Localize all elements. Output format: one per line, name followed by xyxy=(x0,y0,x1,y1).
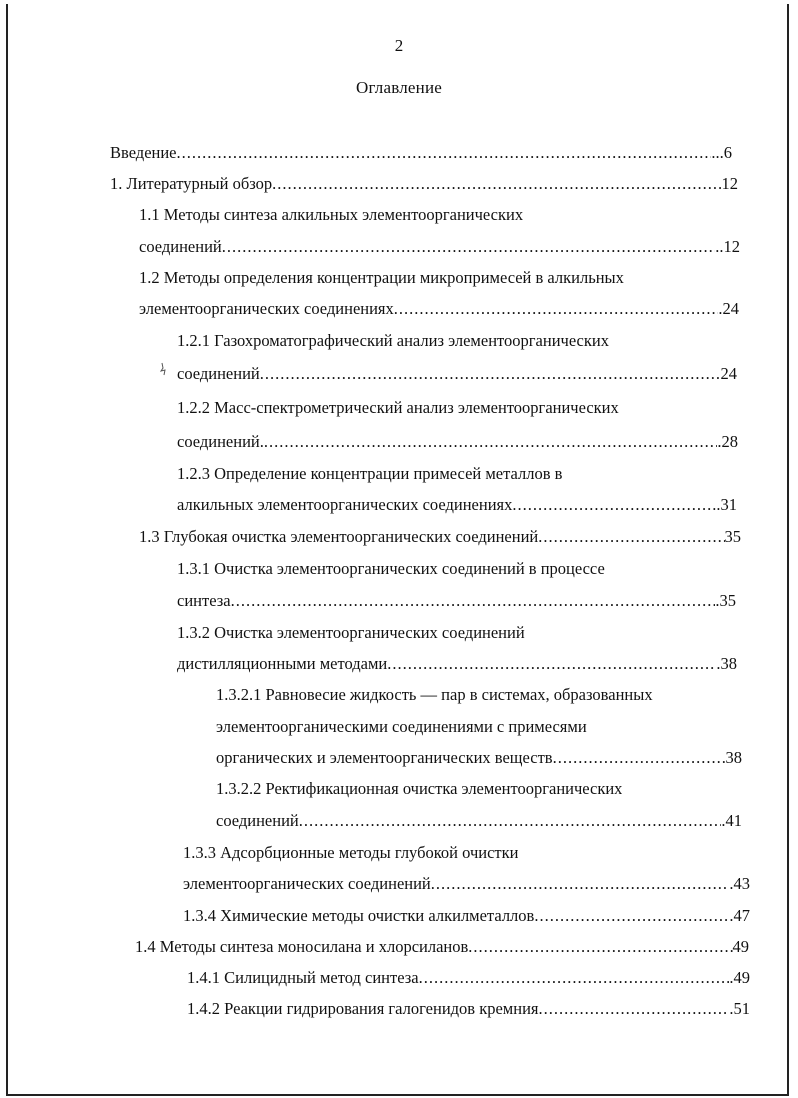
dot-leader xyxy=(394,298,719,320)
toc-entry-label: 1.3.2 Очистка элементоорганических соединений xyxy=(177,623,525,642)
toc-entry-page: .38 xyxy=(716,654,737,673)
dot-leader xyxy=(222,236,716,258)
toc-entry-page: 12 xyxy=(721,174,738,193)
dot-leader xyxy=(538,526,724,548)
toc-entry-label: соединений xyxy=(139,237,222,256)
dot-leader xyxy=(468,936,732,958)
toc-entry xyxy=(139,236,740,258)
page-number: 2 xyxy=(394,36,404,55)
toc-entry-page: .31 xyxy=(716,495,737,514)
dot-leader xyxy=(264,431,718,453)
toc-entry xyxy=(177,463,562,485)
toc-entry xyxy=(183,873,750,895)
page-border-bottom xyxy=(6,1094,789,1096)
page-border-left xyxy=(6,4,8,1096)
dot-leader xyxy=(272,173,721,195)
toc-entry xyxy=(177,590,736,612)
toc-entry xyxy=(135,936,749,958)
toc-entry xyxy=(187,998,750,1020)
toc-entry-label: Введение xyxy=(110,143,177,162)
toc-entry-label: 1.4 Методы синтеза моносилана и хлорсиланов xyxy=(135,937,469,956)
toc-entry-label: дистилляционными методами xyxy=(177,654,388,673)
toc-entry-label: 1.3.2.1 Равновесие жидкость — пар в системах, образованных xyxy=(216,685,653,704)
toc-entry-label: 1.3.3 Адсорбционные методы глубокой очистки xyxy=(183,843,519,862)
toc-entry-label: соединений xyxy=(216,811,299,830)
toc-entry xyxy=(139,267,624,289)
toc-entry-label: элементоорганических соединений xyxy=(183,874,431,893)
toc-entry-page: 38 xyxy=(725,748,742,767)
toc-entry-label: 1.3.2.2 Ректификационная очистка элементоорганических xyxy=(216,779,623,798)
toc-entry-label: синтеза xyxy=(177,591,231,610)
toc-entry-label: соединений xyxy=(177,364,260,383)
toc-entry xyxy=(177,330,609,352)
toc-entry-label: соединений. xyxy=(177,432,264,451)
toc-entry xyxy=(216,747,742,769)
dot-leader xyxy=(534,905,729,927)
toc-entry-page: .51 xyxy=(729,999,750,1018)
toc-entry-label: элементоорганических соединениях xyxy=(139,299,394,318)
toc-entry xyxy=(216,716,587,738)
toc-entry-page: .41 xyxy=(721,811,742,830)
toc-entry-label: 1.3 Глубокая очистка элементоорганических соединений xyxy=(139,527,539,546)
toc-entry xyxy=(216,684,653,706)
dot-leader xyxy=(553,747,726,769)
toc-entry-page: ..12 xyxy=(715,237,740,256)
toc-entry xyxy=(177,431,738,453)
toc-entry-label: 1.2.2 Масс-спектрометрический анализ элементоорганических xyxy=(177,398,619,417)
dot-leader xyxy=(512,494,716,516)
toc-entry xyxy=(139,298,739,320)
toc-entry-label: 1.3.4 Химические методы очистки алкилметаллов xyxy=(183,906,535,925)
toc-entry xyxy=(216,778,622,800)
dot-leader xyxy=(299,810,722,832)
toc-entry xyxy=(110,173,738,195)
toc-entry xyxy=(177,653,737,675)
toc-entry xyxy=(183,905,750,927)
toc-entry-label: 1.2.1 Газохроматографический анализ элементоорганических xyxy=(177,331,609,350)
toc-entry-label: 1.3.1 Очистка элементоорганических соединений в процессе xyxy=(177,559,605,578)
toc-entry-label: 1. Литературный обзор xyxy=(110,174,273,193)
toc-entry-page: .24 xyxy=(718,299,739,318)
dot-leader xyxy=(431,873,730,895)
toc-entry-label: 1.4.2 Реакции гидрирования галогенидов кремния xyxy=(187,999,539,1018)
dot-leader xyxy=(231,590,716,612)
toc-entry-page: .49 xyxy=(729,968,750,987)
toc-entry-page: .47 xyxy=(729,906,750,925)
toc-entry xyxy=(177,622,525,644)
page-border-right xyxy=(787,4,789,1096)
dot-leader xyxy=(260,363,721,385)
toc-entry-page: 35 xyxy=(724,527,741,546)
dot-leader xyxy=(177,142,712,164)
toc-entry-page: ...6 xyxy=(711,143,732,162)
toc-entry xyxy=(177,494,737,516)
toc-title: Оглавление xyxy=(356,78,442,97)
toc-entry xyxy=(216,810,742,832)
dot-leader xyxy=(539,998,730,1020)
dot-leader xyxy=(387,653,716,675)
toc-entry xyxy=(187,967,750,989)
toc-entry-label: органических и элементоорганических веществ xyxy=(216,748,553,767)
dot-leader xyxy=(419,967,730,989)
toc-entry xyxy=(177,558,605,580)
toc-entry xyxy=(183,842,518,864)
toc-entry-label: 1.1 Методы синтеза алкильных элементоорганических xyxy=(139,205,524,224)
toc-entry xyxy=(177,363,737,385)
toc-entry-label: 1.2.3 Определение концентрации примесей металлов в xyxy=(177,464,563,483)
scan-artifact-mark xyxy=(160,362,168,376)
toc-entry-label: элементоорганическими соединениями с примесями xyxy=(216,717,587,736)
toc-entry xyxy=(139,526,741,548)
toc-entry xyxy=(139,204,523,226)
toc-entry-page: .28 xyxy=(717,432,738,451)
toc-entry-label: алкильных элементоорганических соединениях xyxy=(177,495,513,514)
toc-entry xyxy=(110,142,732,164)
toc-entry-page: 24 xyxy=(720,364,737,383)
toc-entry xyxy=(177,397,619,419)
toc-entry-page: .43 xyxy=(729,874,750,893)
toc-entry-page: .35 xyxy=(715,591,736,610)
toc-entry-label: 1.4.1 Силицидный метод синтеза xyxy=(187,968,419,987)
toc-entry-label: 1.2 Методы определения концентрации микропримесей в алкильных xyxy=(139,268,624,287)
toc-entry-page: 49 xyxy=(732,937,749,956)
